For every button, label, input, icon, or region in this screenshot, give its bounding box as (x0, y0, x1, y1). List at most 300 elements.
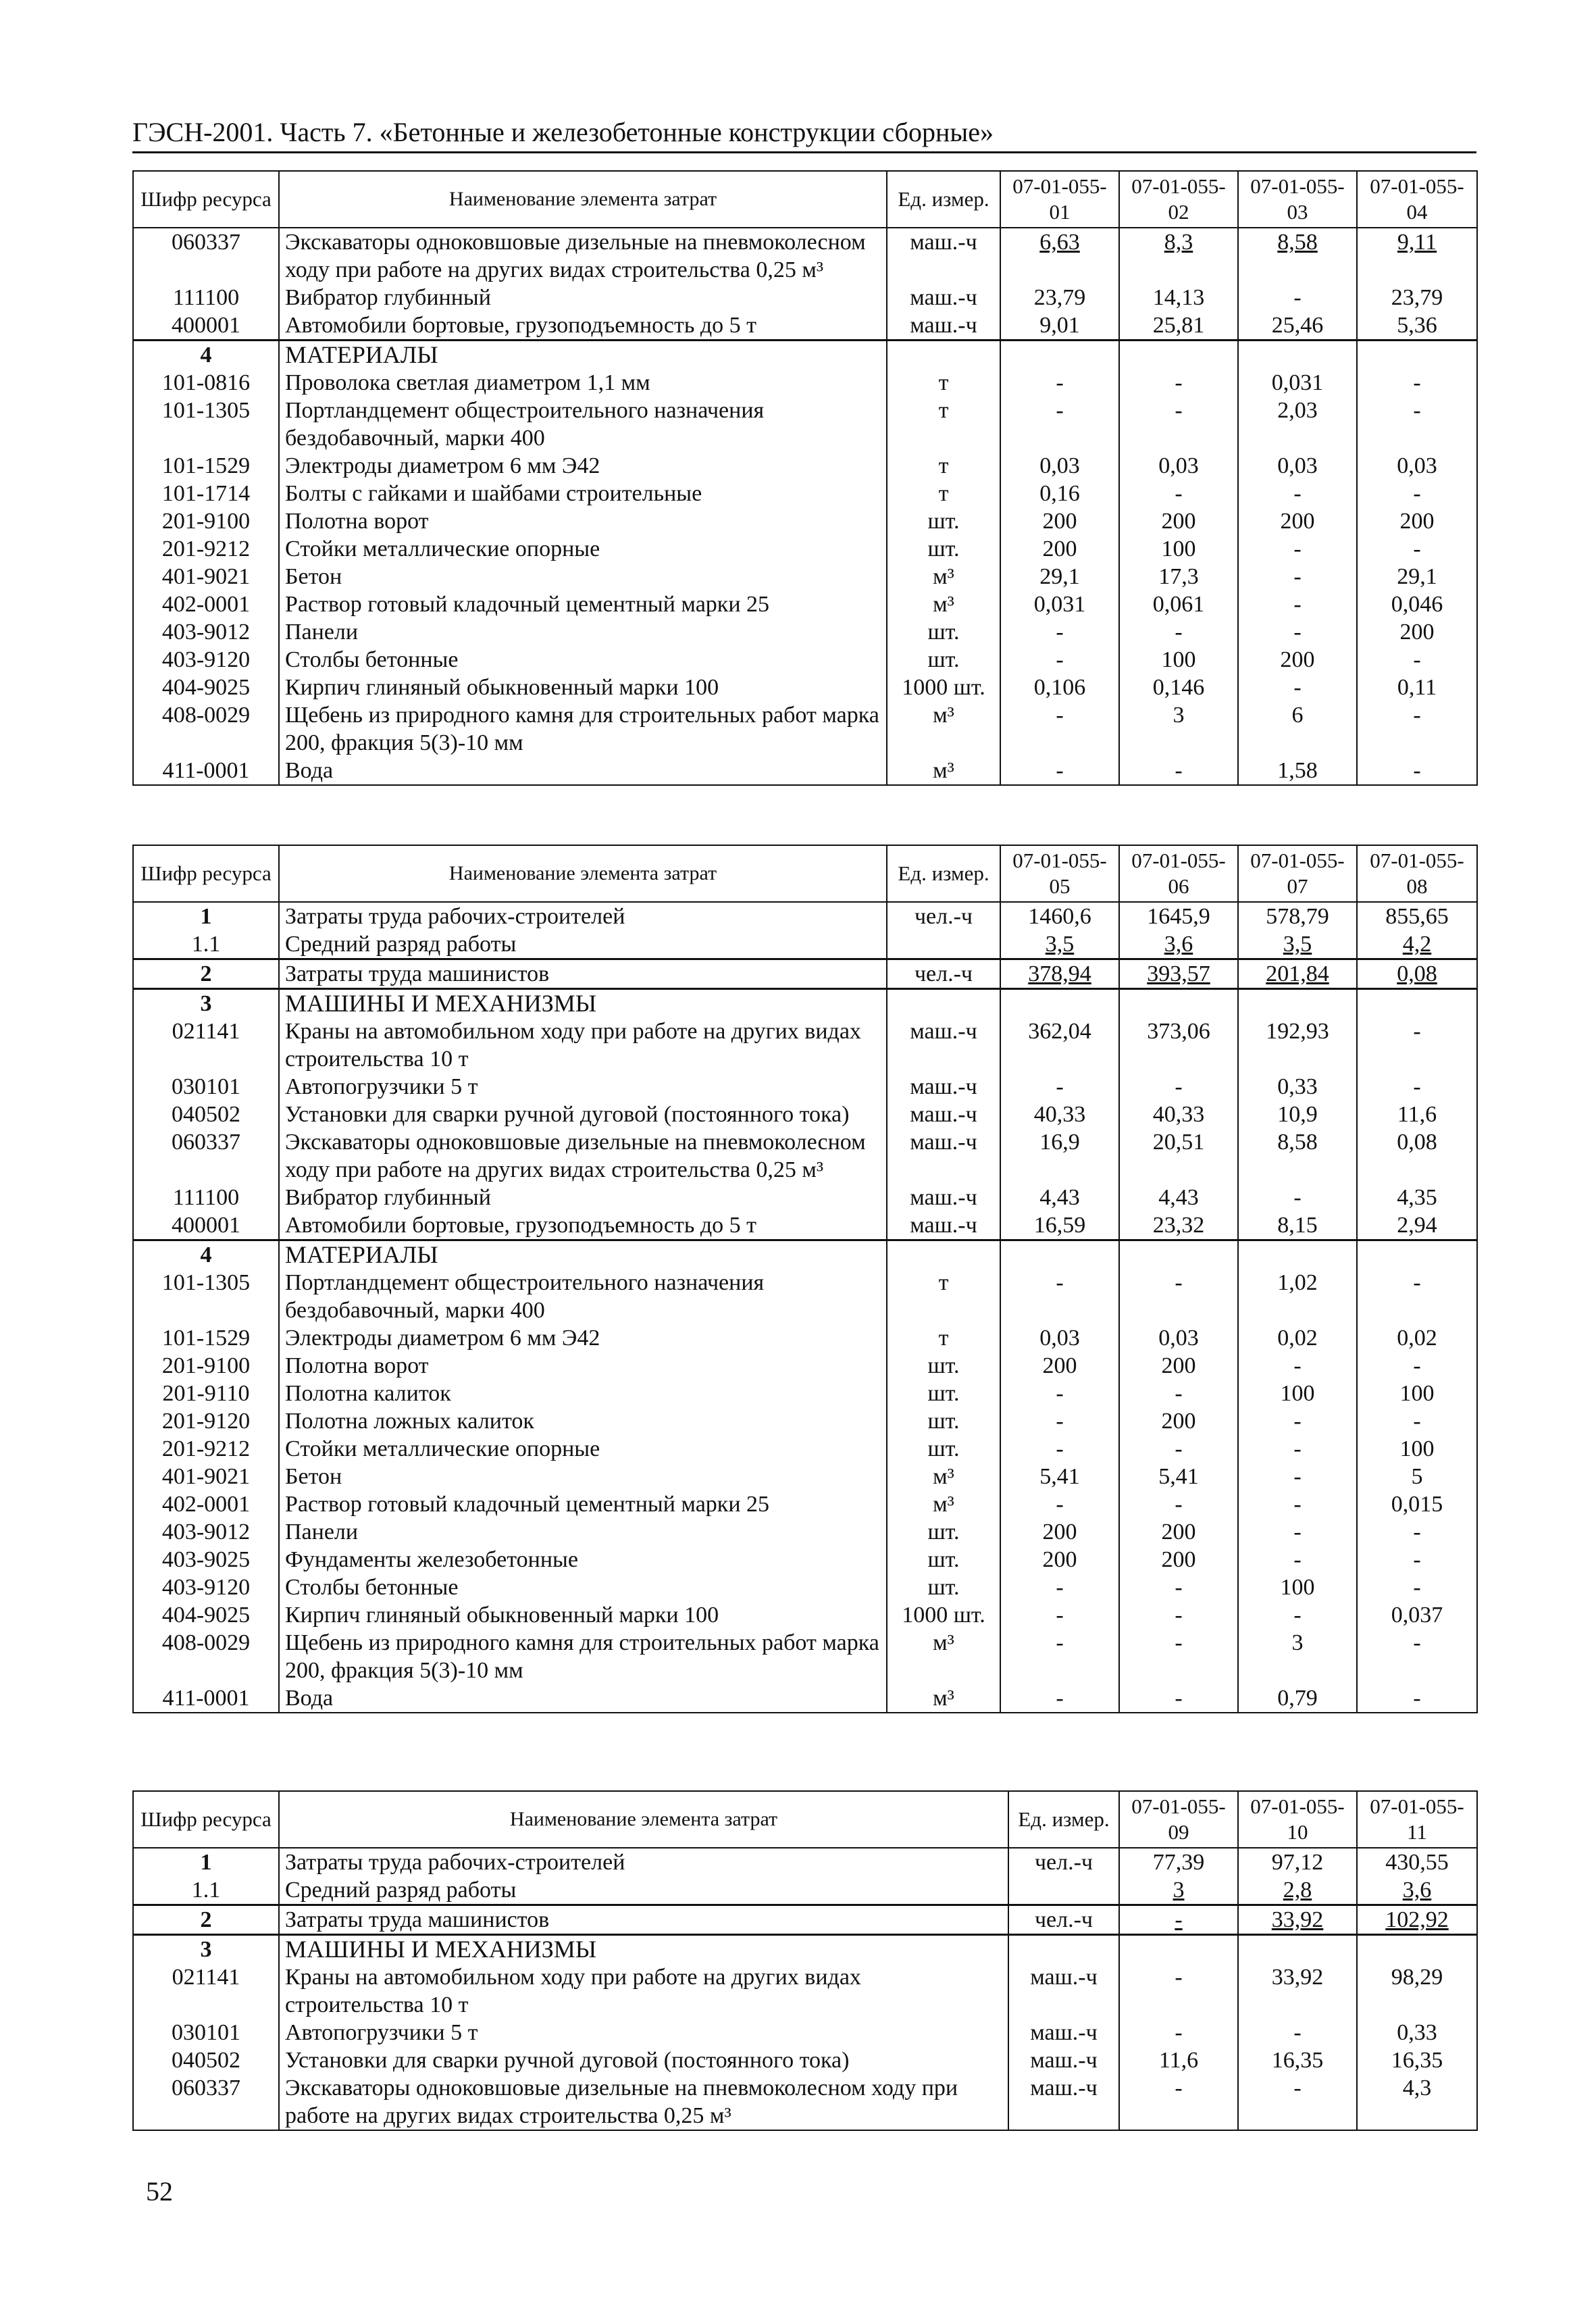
unit-of-measure: шт. (887, 1546, 1000, 1574)
column-header-norm: 07-01-055-07 (1238, 845, 1357, 902)
norm-value: 0,11 (1357, 674, 1477, 701)
resource-code: 040502 (133, 1101, 279, 1128)
unit-of-measure: 1000 шт. (887, 674, 1000, 701)
resource-code: 408-0029 (133, 1629, 279, 1684)
cost-element-name: Автомобили бортовые, грузоподъемность до 5 т (279, 1211, 887, 1240)
resource-code: 060337 (133, 2074, 279, 2130)
norm-value: 855,65 (1357, 902, 1477, 930)
cost-element-name: Проволока светлая диаметром 1,1 мм (279, 369, 887, 397)
norm-value: - (1000, 1380, 1119, 1407)
norm-value: - (1000, 618, 1119, 646)
resource-code: 3 (133, 989, 279, 1018)
cost-element-name: Затраты труда машинистов (279, 1905, 1008, 1935)
norm-value: 0,33 (1357, 2019, 1477, 2046)
resource-code: 411-0001 (133, 1684, 279, 1713)
norm-value: 200 (1119, 1407, 1238, 1435)
resource-table-2 (132, 845, 1478, 1713)
table-row (133, 563, 1477, 590)
norm-value: 100 (1119, 646, 1238, 674)
unit-of-measure: шт. (887, 535, 1000, 563)
column-header-norm: 07-01-055-04 (1357, 171, 1477, 228)
table-row (133, 397, 1477, 452)
norm-value: 192,93 (1238, 1017, 1357, 1073)
cost-element-name: Бетон (279, 563, 887, 590)
table-row (133, 1463, 1477, 1490)
norm-value: - (1000, 397, 1119, 452)
norm-value: - (1357, 1407, 1477, 1435)
table-row (133, 1601, 1477, 1629)
resource-code: 021141 (133, 1963, 279, 2019)
norm-value: 33,92 (1238, 1963, 1357, 2019)
unit-of-measure: т (887, 369, 1000, 397)
norm-value: 4,43 (1119, 1184, 1238, 1211)
norm-value (1238, 1240, 1357, 1269)
norm-value: 4,35 (1357, 1184, 1477, 1211)
norm-value: - (1119, 480, 1238, 507)
column-header-norm: 07-01-055-06 (1119, 845, 1238, 902)
unit-of-measure: шт. (887, 618, 1000, 646)
cost-element-name: Стойки металлические опорные (279, 1435, 887, 1463)
resource-code: 201-9212 (133, 1435, 279, 1463)
norm-value: - (1357, 701, 1477, 757)
norm-value: 393,57 (1119, 959, 1238, 989)
norm-value: 0,106 (1000, 674, 1119, 701)
column-header-norm: 07-01-055-01 (1000, 171, 1119, 228)
table-row (133, 1490, 1477, 1518)
section-row (133, 341, 1477, 370)
cost-element-name: Щебень из природного камня для строительных работ марка 200, фракция 5(3)-10 мм (279, 701, 887, 757)
cost-element-name: Затраты труда рабочих-строителей (279, 1848, 1008, 1876)
norm-value: 9,01 (1000, 311, 1119, 341)
norm-value: 200 (1000, 1518, 1119, 1546)
norm-value: 201,84 (1238, 959, 1357, 989)
norm-value: - (1238, 1518, 1357, 1546)
norm-value: 102,92 (1357, 1905, 1477, 1935)
resource-code: 402-0001 (133, 590, 279, 618)
cost-element-name: Краны на автомобильном ходу при работе на других видах строительства 10 т (279, 1017, 887, 1073)
unit-of-measure: маш.-ч (887, 1017, 1000, 1073)
unit-of-measure: шт. (887, 1518, 1000, 1546)
norm-value: - (1119, 1269, 1238, 1324)
resource-code: 4 (133, 341, 279, 370)
resource-code: 403-9120 (133, 1574, 279, 1601)
cost-element-name: Портландцемент общестроительного назначения бездобавочный, марки 400 (279, 397, 887, 452)
unit-of-measure: м³ (887, 1629, 1000, 1684)
norm-value: - (1119, 1574, 1238, 1601)
resource-code: 404-9025 (133, 1601, 279, 1629)
norm-value: 23,79 (1357, 284, 1477, 311)
norm-value: 11,6 (1119, 2046, 1238, 2074)
unit-of-measure: шт. (887, 1574, 1000, 1601)
norm-value: - (1357, 535, 1477, 563)
norm-value: - (1357, 1546, 1477, 1574)
cost-element-name: Вибратор глубинный (279, 284, 887, 311)
cost-element-name: Затраты труда машинистов (279, 959, 887, 989)
norm-value: - (1357, 646, 1477, 674)
resource-code: 021141 (133, 1017, 279, 1073)
norm-value: 10,9 (1238, 1101, 1357, 1128)
norm-value: 29,1 (1357, 563, 1477, 590)
unit-of-measure: м³ (887, 701, 1000, 757)
norm-value: 3 (1238, 1629, 1357, 1684)
resource-code: 4 (133, 1240, 279, 1269)
norm-value: - (1238, 618, 1357, 646)
unit-of-measure: маш.-ч (887, 284, 1000, 311)
cost-element-name: Портландцемент общестроительного назначения бездобавочный, марки 400 (279, 1269, 887, 1324)
section-row (133, 989, 1477, 1018)
cost-element-name: Автопогрузчики 5 т (279, 2019, 1008, 2046)
cost-element-name: Вибратор глубинный (279, 1184, 887, 1211)
unit-of-measure: м³ (887, 1463, 1000, 1490)
norm-value: 4,3 (1357, 2074, 1477, 2130)
cost-element-name: Стойки металлические опорные (279, 535, 887, 563)
norm-value: - (1000, 1490, 1119, 1518)
norm-value: 8,3 (1119, 228, 1238, 284)
resource-code: 030101 (133, 2019, 279, 2046)
unit-of-measure: шт. (887, 646, 1000, 674)
resource-table-3 (132, 1790, 1478, 2131)
norm-value: - (1119, 1963, 1238, 2019)
page-number: 52 (146, 2176, 173, 2207)
unit-of-measure: маш.-ч (887, 228, 1000, 284)
norm-value (1119, 1240, 1238, 1269)
resource-code: 1.1 (133, 1876, 279, 1905)
norm-value: 0,061 (1119, 590, 1238, 618)
norm-value: 0,037 (1357, 1601, 1477, 1629)
unit-of-measure: чел.-ч (887, 902, 1000, 930)
norm-value: 0,08 (1357, 959, 1477, 989)
norm-value: 3,6 (1119, 930, 1238, 959)
norm-value: 200 (1357, 618, 1477, 646)
norm-value: 8,58 (1238, 228, 1357, 284)
resource-code: 3 (133, 1935, 279, 1964)
resource-code: 101-0816 (133, 369, 279, 397)
norm-value: - (1000, 701, 1119, 757)
norm-value: - (1119, 397, 1238, 452)
norm-value: - (1000, 646, 1119, 674)
cost-element-name: Краны на автомобильном ходу при работе на других видах строительства 10 т (279, 1963, 1008, 2019)
norm-value: 16,9 (1000, 1128, 1119, 1184)
column-header-norm: 07-01-055-03 (1238, 171, 1357, 228)
cost-element-name: Экскаваторы одноковшовые дизельные на пневмоколесном ходу при работе на других видах строительства 0,25 м³ (279, 2074, 1008, 2130)
norm-value: - (1119, 369, 1238, 397)
norm-value: 20,51 (1119, 1128, 1238, 1184)
norm-value: - (1238, 1546, 1357, 1574)
norm-value: - (1238, 1407, 1357, 1435)
table-row (133, 507, 1477, 535)
norm-value: 200 (1000, 1352, 1119, 1380)
norm-value: 0,33 (1238, 1073, 1357, 1101)
table-row (133, 1128, 1477, 1184)
norm-value: 0,03 (1119, 452, 1238, 480)
resource-code: 1 (133, 902, 279, 930)
norm-value: 200 (1119, 507, 1238, 535)
cost-element-name: Болты с гайками и шайбами строительные (279, 480, 887, 507)
norm-value: - (1357, 1017, 1477, 1073)
unit-of-measure: т (887, 452, 1000, 480)
column-header-norm: 07-01-055-11 (1357, 1791, 1477, 1848)
section-title: МАТЕРИАЛЫ (279, 341, 887, 370)
unit-of-measure: т (887, 1269, 1000, 1324)
norm-value: 0,02 (1357, 1324, 1477, 1352)
column-header-code: Шифр ресурса (133, 1791, 279, 1848)
unit-of-measure: маш.-ч (1008, 1963, 1119, 2019)
norm-value (1357, 1935, 1477, 1964)
norm-value (1238, 989, 1357, 1018)
resource-code: 403-9025 (133, 1546, 279, 1574)
norm-value: 40,33 (1119, 1101, 1238, 1128)
norm-value: 200 (1119, 1352, 1238, 1380)
section-row (133, 1935, 1477, 1964)
norm-value: 362,04 (1000, 1017, 1119, 1073)
unit-of-measure: т (887, 397, 1000, 452)
resource-code: 201-9110 (133, 1380, 279, 1407)
norm-value: - (1119, 1905, 1238, 1935)
resource-code: 402-0001 (133, 1490, 279, 1518)
norm-value: 0,046 (1357, 590, 1477, 618)
norm-value: 100 (1238, 1380, 1357, 1407)
norm-value: 33,92 (1238, 1905, 1357, 1935)
unit-of-measure: м³ (887, 1684, 1000, 1713)
table-row (133, 452, 1477, 480)
cost-element-name: Кирпич глиняный обыкновенный марки 100 (279, 1601, 887, 1629)
norm-value: 77,39 (1119, 1848, 1238, 1876)
table-row (133, 590, 1477, 618)
norm-value: 0,03 (1357, 452, 1477, 480)
unit-of-measure: маш.-ч (887, 1184, 1000, 1211)
norm-value: - (1238, 563, 1357, 590)
cost-element-name: Средний разряд работы (279, 930, 887, 959)
table-row (133, 1324, 1477, 1352)
norm-value: - (1238, 1601, 1357, 1629)
cost-element-name: Установки для сварки ручной дуговой (постоянного тока) (279, 1101, 887, 1128)
table-row (133, 1876, 1477, 1905)
table-row (133, 2046, 1477, 2074)
norm-value: - (1119, 1073, 1238, 1101)
resource-code: 401-9021 (133, 1463, 279, 1490)
table-row (133, 930, 1477, 959)
norm-value: - (1119, 1601, 1238, 1629)
norm-value: - (1000, 1684, 1119, 1713)
norm-value (1119, 989, 1238, 1018)
norm-value: 8,15 (1238, 1211, 1357, 1240)
resource-code: 1.1 (133, 930, 279, 959)
table-row (133, 1352, 1477, 1380)
norm-value: 100 (1238, 1574, 1357, 1601)
norm-value: 5 (1357, 1463, 1477, 1490)
resource-code: 060337 (133, 228, 279, 284)
unit-of-measure (887, 989, 1000, 1018)
resource-code: 404-9025 (133, 674, 279, 701)
norm-value: 25,81 (1119, 311, 1238, 341)
norm-value: 0,02 (1238, 1324, 1357, 1352)
norm-value: - (1119, 1490, 1238, 1518)
norm-value: - (1357, 480, 1477, 507)
table-row (133, 1629, 1477, 1684)
unit-of-measure: шт. (887, 1352, 1000, 1380)
norm-value: 0,03 (1119, 1324, 1238, 1352)
norm-value: 0,03 (1000, 1324, 1119, 1352)
unit-of-measure: маш.-ч (887, 1101, 1000, 1128)
norm-value: - (1119, 2074, 1238, 2130)
norm-value: - (1119, 618, 1238, 646)
table-row (133, 1407, 1477, 1435)
norm-value: 40,33 (1000, 1101, 1119, 1128)
norm-value: - (1000, 1601, 1119, 1629)
unit-of-measure: м³ (887, 563, 1000, 590)
norm-value: 17,3 (1119, 563, 1238, 590)
norm-value: 378,94 (1000, 959, 1119, 989)
cost-element-name: Экскаваторы одноковшовые дизельные на пневмоколесном ходу при работе на других видах строительства 0,25 м³ (279, 1128, 887, 1184)
norm-value: - (1238, 480, 1357, 507)
norm-value: 0,031 (1238, 369, 1357, 397)
column-header-norm: 07-01-055-09 (1119, 1791, 1238, 1848)
table-row (133, 674, 1477, 701)
norm-value: 98,29 (1357, 1963, 1477, 2019)
cost-element-name: Затраты труда рабочих-строителей (279, 902, 887, 930)
table-row (133, 646, 1477, 674)
norm-value: - (1238, 1490, 1357, 1518)
norm-value: 5,41 (1119, 1463, 1238, 1490)
table-row (133, 1574, 1477, 1601)
table-row (133, 1380, 1477, 1407)
table-row (133, 2074, 1477, 2130)
norm-value (1357, 989, 1477, 1018)
cost-element-name: Полотна калиток (279, 1380, 887, 1407)
norm-value (1357, 1240, 1477, 1269)
norm-value: 200 (1357, 507, 1477, 535)
unit-of-measure: маш.-ч (1008, 2019, 1119, 2046)
norm-value: 0,16 (1000, 480, 1119, 507)
column-header-norm: 07-01-055-10 (1238, 1791, 1357, 1848)
table-row (133, 311, 1477, 341)
column-header-norm: 07-01-055-02 (1119, 171, 1238, 228)
table-row (133, 902, 1477, 930)
column-header-name: Наименование элемента затрат (279, 1791, 1008, 1848)
table-row (133, 480, 1477, 507)
norm-value (1238, 1935, 1357, 1964)
unit-of-measure: м³ (887, 590, 1000, 618)
norm-value: 97,12 (1238, 1848, 1357, 1876)
resource-code: 201-9120 (133, 1407, 279, 1435)
norm-value: - (1238, 1435, 1357, 1463)
unit-of-measure: маш.-ч (1008, 2074, 1119, 2130)
resource-code: 201-9100 (133, 1352, 279, 1380)
column-header-unit: Ед. измер. (1008, 1791, 1119, 1848)
norm-value: 3 (1119, 701, 1238, 757)
norm-value: - (1238, 1463, 1357, 1490)
norm-value: 200 (1119, 1546, 1238, 1574)
norm-value: 0,03 (1000, 452, 1119, 480)
unit-of-measure: т (887, 480, 1000, 507)
resource-code: 201-9100 (133, 507, 279, 535)
resource-code: 111100 (133, 1184, 279, 1211)
norm-value: 578,79 (1238, 902, 1357, 930)
cost-element-name: Щебень из природного камня для строительных работ марка 200, фракция 5(3)-10 мм (279, 1629, 887, 1684)
norm-value: - (1119, 757, 1238, 785)
norm-value: 0,08 (1357, 1128, 1477, 1184)
table-row (133, 369, 1477, 397)
norm-value: 3,6 (1357, 1876, 1477, 1905)
norm-value: 1,58 (1238, 757, 1357, 785)
resource-code: 101-1305 (133, 1269, 279, 1324)
resource-code: 403-9012 (133, 618, 279, 646)
norm-value: - (1357, 1684, 1477, 1713)
table-row (133, 1518, 1477, 1546)
norm-value: - (1357, 1073, 1477, 1101)
unit-of-measure (887, 1240, 1000, 1269)
norm-value: - (1000, 1629, 1119, 1684)
norm-value: 2,03 (1238, 397, 1357, 452)
norm-value: - (1357, 1629, 1477, 1684)
norm-value: 3,5 (1000, 930, 1119, 959)
norm-value: - (1357, 1574, 1477, 1601)
norm-value: - (1357, 1269, 1477, 1324)
column-header-unit: Ед. измер. (887, 171, 1000, 228)
cost-element-name: Кирпич глиняный обыкновенный марки 100 (279, 674, 887, 701)
column-header-norm: 07-01-055-05 (1000, 845, 1119, 902)
norm-value (1119, 1935, 1238, 1964)
cost-element-name: Электроды диаметром 6 мм Э42 (279, 1324, 887, 1352)
column-header-unit: Ед. измер. (887, 845, 1000, 902)
unit-of-measure: маш.-ч (1008, 2046, 1119, 2074)
norm-value: 14,13 (1119, 284, 1238, 311)
norm-value: 4,43 (1000, 1184, 1119, 1211)
norm-value: - (1238, 590, 1357, 618)
cost-element-name: Полотна ложных калиток (279, 1407, 887, 1435)
norm-value: 100 (1357, 1435, 1477, 1463)
unit-of-measure: маш.-ч (887, 1073, 1000, 1101)
section-title: МАШИНЫ И МЕХАНИЗМЫ (279, 989, 887, 1018)
norm-value: - (1238, 535, 1357, 563)
column-header-name: Наименование элемента затрат (279, 171, 887, 228)
resource-code: 101-1305 (133, 397, 279, 452)
resource-code: 403-9012 (133, 1518, 279, 1546)
norm-value: 2,94 (1357, 1211, 1477, 1240)
table-row (133, 228, 1477, 284)
norm-value: - (1000, 369, 1119, 397)
table-row (133, 1684, 1477, 1713)
resource-code: 101-1714 (133, 480, 279, 507)
resource-code: 101-1529 (133, 1324, 279, 1352)
cost-element-name: Раствор готовый кладочный цементный марки 25 (279, 1490, 887, 1518)
unit-of-measure: чел.-ч (1008, 1848, 1119, 1876)
unit-of-measure (887, 930, 1000, 959)
norm-value: 5,41 (1000, 1463, 1119, 1490)
resource-code: 400001 (133, 1211, 279, 1240)
cost-element-name: Панели (279, 618, 887, 646)
table-row (133, 1848, 1477, 1876)
resource-code: 060337 (133, 1128, 279, 1184)
norm-value: - (1238, 1184, 1357, 1211)
table-row (133, 1017, 1477, 1073)
unit-of-measure (887, 341, 1000, 370)
norm-value: 16,35 (1357, 2046, 1477, 2074)
page-header: ГЭСН-2001. Часть 7. «Бетонные и железобетонные конструкции сборные» (132, 116, 1476, 153)
cost-element-name: Экскаваторы одноковшовые дизельные на пневмоколесном ходу при работе на других видах строительства 0,25 м³ (279, 228, 887, 284)
norm-value (1000, 341, 1119, 370)
norm-value: - (1000, 1073, 1119, 1101)
norm-value: - (1238, 284, 1357, 311)
cost-element-name: Панели (279, 1518, 887, 1546)
cost-element-name: Столбы бетонные (279, 646, 887, 674)
table-row (133, 701, 1477, 757)
table-row (133, 1546, 1477, 1574)
unit-of-measure: м³ (887, 757, 1000, 785)
table-row (133, 2019, 1477, 2046)
section-row (133, 1240, 1477, 1269)
norm-value: - (1119, 1380, 1238, 1407)
